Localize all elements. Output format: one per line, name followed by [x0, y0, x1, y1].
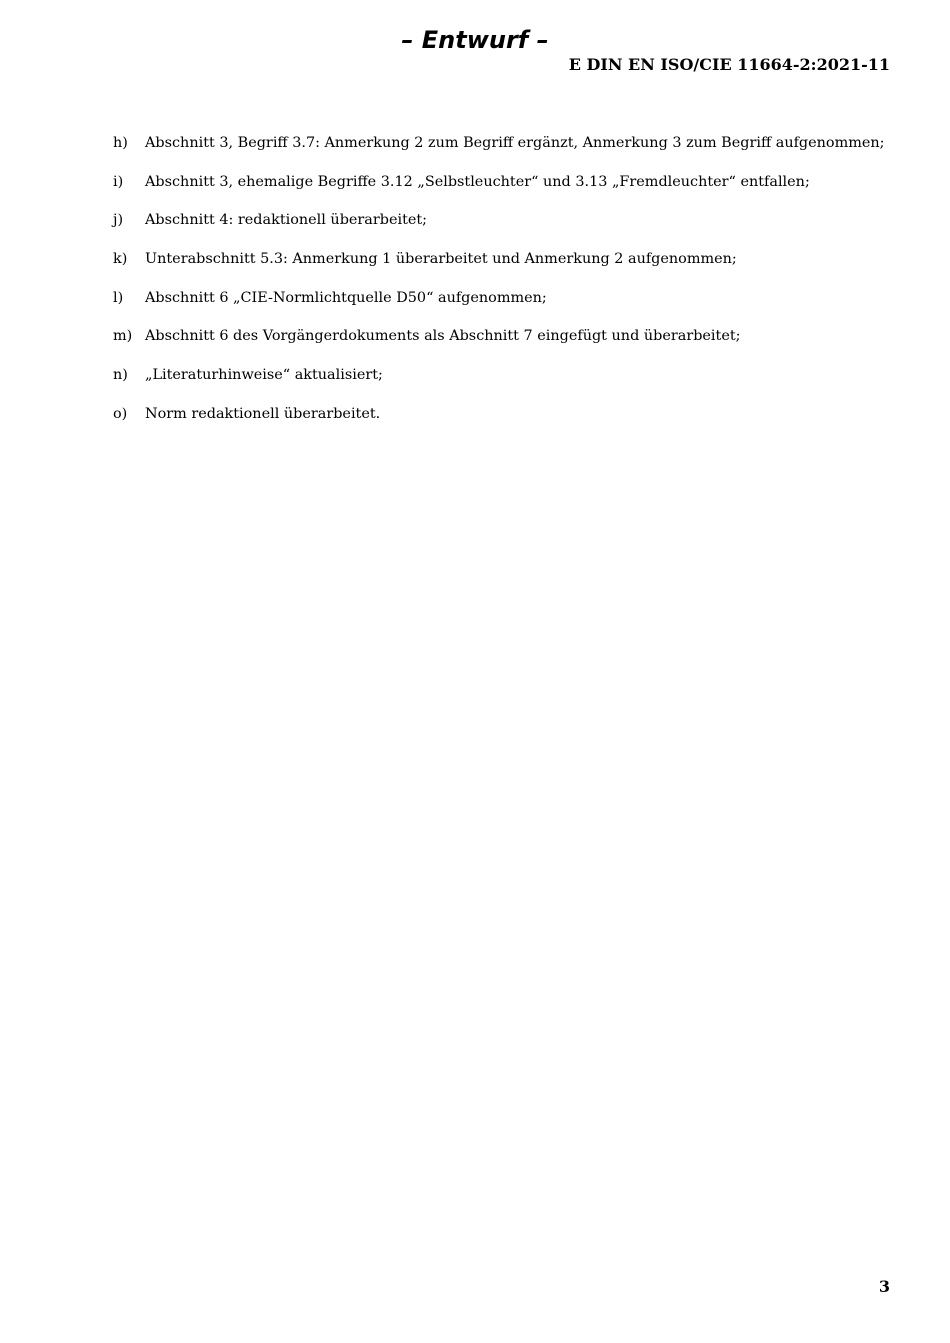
- list-item-marker: l): [113, 289, 124, 306]
- list-item-marker: n): [113, 367, 128, 384]
- list-item-marker: i): [113, 173, 124, 190]
- list-item-text: Unterabschnitt 5.3: Anmerkung 1 überarbeitet und Anmerkung 2 aufgenommen;: [145, 251, 737, 268]
- change-list: [113, 132, 903, 442]
- list-item: [113, 209, 903, 248]
- list-item: [113, 132, 903, 171]
- list-item-text: Abschnitt 6 „CIE-Normlichtquelle D50“ aufgenommen;: [145, 289, 547, 306]
- list-item: [113, 403, 903, 442]
- list-item: [113, 364, 903, 403]
- draft-banner: – Entwurf –: [401, 26, 549, 54]
- list-item: [113, 287, 903, 326]
- list-item-marker: j): [113, 212, 124, 229]
- list-item: [113, 248, 903, 287]
- list-item-marker: o): [113, 405, 128, 422]
- list-item-text: Abschnitt 6 des Vorgängerdokuments als Abschnitt 7 eingefügt und überarbeitet;: [145, 328, 741, 345]
- list-item: [113, 171, 903, 210]
- list-item-text: „Literaturhinweise“ aktualisiert;: [145, 367, 383, 384]
- list-item-marker: m): [113, 328, 133, 345]
- list-item-text: Abschnitt 4: redaktionell überarbeitet;: [145, 212, 428, 229]
- document-id: E DIN EN ISO/CIE 11664-2:2021-11: [568, 55, 890, 74]
- list-item-marker: k): [113, 251, 128, 268]
- list-item: [113, 325, 903, 364]
- list-item-text: Norm redaktionell überarbeitet.: [145, 405, 381, 422]
- list-item-text: Abschnitt 3, Begriff 3.7: Anmerkung 2 zum Begriff ergänzt, Anmerkung 3 zum Begriff aufgenommen;: [145, 135, 885, 151]
- page-number: 3: [878, 1277, 890, 1296]
- list-item-marker: h): [113, 135, 128, 151]
- list-item-text: Abschnitt 3, ehemalige Begriffe 3.12 „Selbstleuchter“ und 3.13 „Fremdleuchter“ entfallen;: [145, 173, 810, 190]
